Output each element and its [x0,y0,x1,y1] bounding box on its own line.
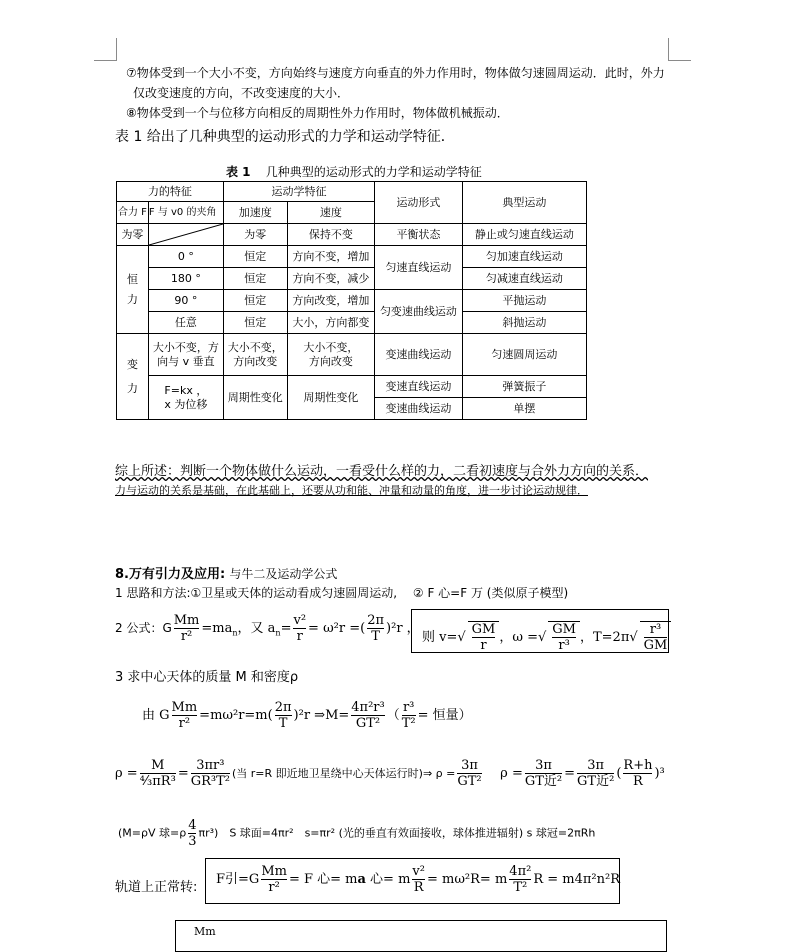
diagonal-line [149,224,223,245]
cell-vel: 方向不变，减少 [287,268,375,290]
cell-acc: 为零 [223,224,287,246]
cell-vel [287,334,375,376]
velocity-formula-box: 则 v=√ $\frac{GM}{r}$ ，ω =√ $\frac{GM}{\text{r³}}$ ，T=2π√ $\frac{\text{r³}}{GM}$ [411,609,669,653]
item-8: ⑧物体受到一个与位移方向相反的周期性外力作用时，物体做机械振动． [126,106,509,120]
sphere-area-text: πr³) S 球面=4πr² s=πr² (光的垂直有效面接收，球体推进辐射) s 球冠=2πRh [198,826,596,840]
formula-line-2: 2 公式：G $\frac{Mm}{\text{r²}}$ $=ma_n$，又 $a_n=$ $\frac{\text{v²}}{r}$ = ω²r =( $\frac{2\pi}{T}$ )²r ， [115,613,420,644]
header-acceleration: 加速度 [223,202,287,224]
table-intro: 表 1 给出了几种典型的运动形式的力学和运动学特征． [115,129,455,145]
mass-volume-text: (M=ρV 球=ρ [118,826,187,840]
header-angle: F 与 v0 的夹角 [148,202,223,224]
motion-table [116,181,587,420]
cell-acc [223,334,287,376]
cell-vel: 方向改变，增加 [287,290,375,312]
margin-mark-left [94,38,117,61]
cell-form: 平衡状态 [375,224,463,246]
cell-line: 大小不变， [303,340,359,354]
cell-const-force [117,246,149,334]
cell-typical: 静止或匀速直线运动 [462,224,586,246]
cell-form: 变速直线运动 [375,376,463,398]
cell-typical: 单摆 [462,398,586,420]
cell-var-force [117,334,149,420]
section-8-title: 8.万有引力及应用: [115,567,226,582]
cell-angle: 0 ° [148,246,223,268]
cell-vel: 保持不变 [287,224,375,246]
const-force-label: 恒力 [126,272,138,306]
density-note: (当 r=R 即近地卫星绕中心天体运行时)⇒ ρ = [232,767,456,780]
cell-line: F=kx ， [164,383,208,397]
header-typical: 典型运动 [462,182,586,224]
table-caption-label: 表 1 [226,165,251,179]
cell-line: 向与 v 垂直 [157,354,215,368]
cell-line: 大小不变，方 [152,340,219,354]
method-line: 1 思路和方法:①卫星或天体的运动看成匀速圆周运动, ② F 心=F 万 (类似原子模型) [115,586,569,600]
cell-typical: 匀加速直线运动 [462,246,586,268]
orbit-formula-box: F引=G $\frac{Mm}{\text{r²}}$ = F 心= ma 心= m $\frac{\text{v²}}{R}$ = mω²R= m $\frac{\text{4π²}}{\text{T²}}$ R = m4π²n²R [205,858,620,904]
cell-typical: 弹簧振子 [462,376,586,398]
cell-acc: 恒定 [223,268,287,290]
cell-angle [148,334,223,376]
cell-vel: 大小，方向都变 [287,312,375,334]
item-7: ⑦物体受到一个大小不变，方向始终与速度方向垂直的外力作用时，物体做匀速圆周运动．此时，外力 [126,66,665,80]
table-caption-text: 几种典型的运动形式的力学和运动学特征 [265,165,482,179]
step-3-heading: 3 求中心天体的质量 M 和密度ρ [115,670,299,685]
item-7-cont: 仅改变速度的方向，不改变速度的大小． [133,86,350,100]
formula-label: 2 公式：G [115,621,172,635]
cell-typical: 斜抛运动 [462,312,586,334]
summary-line-2: 力与运动的关系是基础，在此基础上，还要从功和能、冲量和动量的角度，进一步讨论运动规律． [115,484,588,497]
cell-vel: 方向不变，增加 [287,246,375,268]
cell-zero-force: 为零 [117,224,149,246]
header-net-force: 合力 F [117,202,149,224]
cell-vel: 周期性变化 [287,376,375,420]
margin-mark-right [668,38,691,61]
cell-diagonal [148,224,223,246]
cell-angle: 90 ° [148,290,223,312]
mass-formula: 由 G $\frac{Mm}{\text{r²}}$ =mω²r=m( $\frac{2\pi}{T}$ )²r ⇒M= $\frac{\text{4π²r³}}{\text{GT²}}$ （ $\frac{\text{r³}}{\text{T²}}$ = 恒量） [142,700,472,731]
cell-form: 匀速直线运动 [375,246,463,290]
cell-acc: 恒定 [223,290,287,312]
header-kinematics: 运动学特征 [223,182,374,202]
sphere-formula: (M=ρV 球=ρ $\frac{4}{3}$ πr³) S 球面=4πr² s=πr² (光的垂直有效面接收，球体推进辐射) s 球冠=2πRh [118,818,596,849]
cell-form: 匀变速曲线运动 [375,290,463,334]
cell-line: 大小不变， [227,340,283,354]
cell-line: 方向改变 [308,354,353,368]
cell-angle [148,376,223,420]
cell-form: 变速曲线运动 [375,334,463,376]
cell-typical: 匀速圆周运动 [462,334,586,376]
density-formula: ρ = $\frac{M}{\text{⁴⁄₃πR³}}$ = $\frac{\text{3πr³}}{\text{GR³T²}}$ (当 r=R 即近地卫星绕中心天体运行时)⇒ ρ = $\frac{3\pi}{\text{GT²}}$ ρ = $\frac{3\pi}{\text{GT近²}}$ = $\frac{3\pi}{\text{GT近²}}$ ( $\frac{R+h}{R}$ )³ [115,758,665,789]
cell-acc: 恒定 [223,246,287,268]
header-velocity: 速度 [287,202,375,224]
next-formula-box [175,920,667,952]
summary-line-1: 综上所述：判断一个物体做什么运动，一看受什么样的力，二看初速度与合外力方向的关系． [115,464,649,479]
cell-angle: 任意 [148,312,223,334]
orbit-label: 轨道上正常转: [115,880,198,895]
table-caption [226,163,482,180]
header-force: 力的特征 [117,182,224,202]
var-force-label: 变力 [126,357,138,395]
cell-typical: 平抛运动 [462,290,586,312]
cell-form: 变速曲线运动 [375,398,463,420]
header-form: 运动形式 [375,182,463,224]
cell-acc: 周期性变化 [223,376,287,420]
cell-line: 方向改变 [233,354,278,368]
cell-line: x 为位移 [164,397,208,411]
section-8-heading [115,563,337,582]
section-8-subtitle: 与牛二及运动学公式 [229,567,338,581]
cell-acc: 恒定 [223,312,287,334]
cell-angle: 180 ° [148,268,223,290]
partial-formula-text: Mm [194,925,216,938]
cell-typical: 匀减速直线运动 [462,268,586,290]
